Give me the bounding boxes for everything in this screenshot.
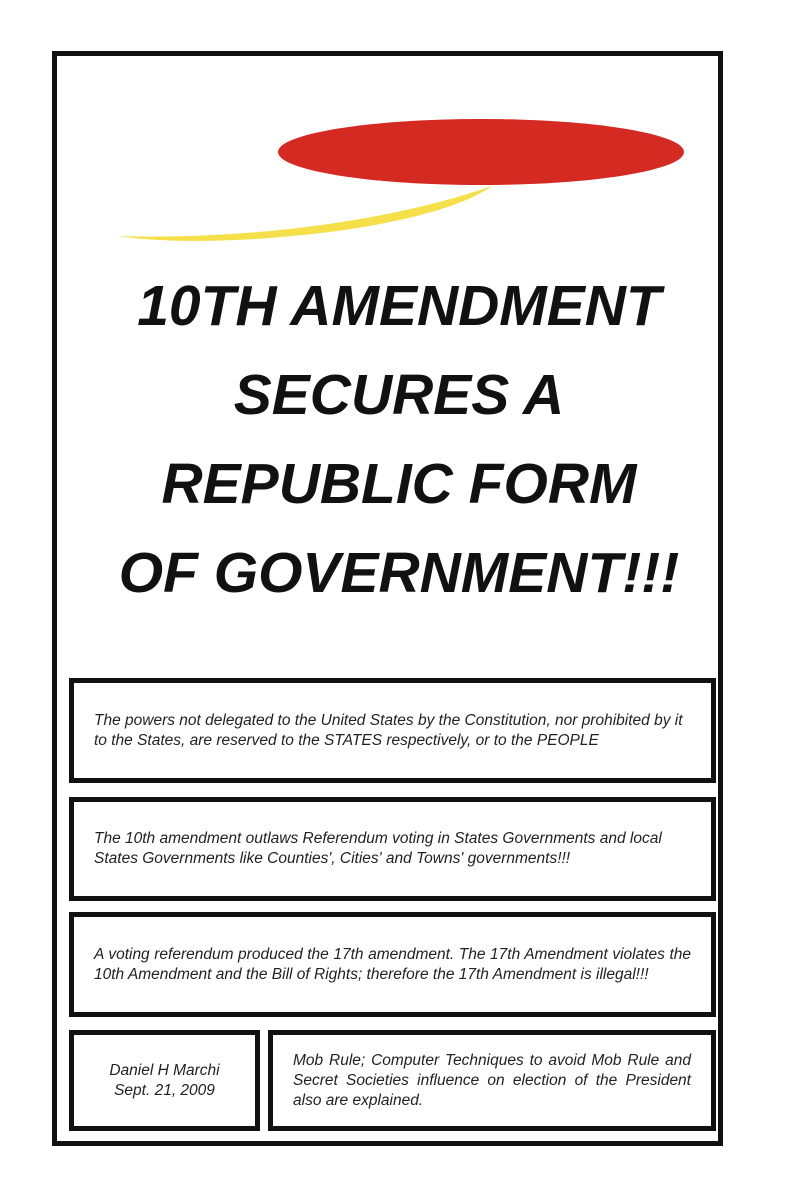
author-name: Daniel H Marchi — [109, 1061, 220, 1079]
title-line-3: REPUBLIC FORM — [161, 452, 637, 516]
referendum-text: The 10th amendment outlaws Referendum voting in States Governments and local States Governments like Counties', Cities' and Towns' governments!!! — [94, 830, 662, 867]
mob-rule-box — [268, 1030, 716, 1131]
publication-date: Sept. 21, 2009 — [114, 1081, 215, 1099]
mob-rule-text: Mob Rule; Computer Techniques to avoid Mob Rule and Secret Societies influence on election of the President also are explained. — [293, 1051, 691, 1109]
powers-quote-text: The powers not delegated to the United States by the Constitution, nor prohibited by it to the States, are reserved to the STATES respectively, or to the PEOPLE — [94, 711, 683, 749]
logo-graphic — [0, 0, 798, 260]
referendum-box — [69, 797, 716, 901]
seventeenth-amendment-box — [69, 912, 716, 1017]
yellow-swoosh — [118, 186, 492, 241]
powers-quote-box — [69, 678, 716, 783]
cover-title — [0, 262, 798, 618]
seventeenth-amendment-text: A voting referendum produced the 17th amendment. The 17th Amendment violates the 10th Amendment and the Bill of Rights; therefore the 17th Amendment is illegal!!! — [94, 945, 691, 983]
title-line-2: SECURES A — [233, 363, 565, 427]
title-line-1: 10TH AMENDMENT — [137, 274, 661, 338]
red-ellipse — [278, 119, 684, 185]
author-box — [69, 1030, 260, 1131]
title-line-4: OF GOVERNMENT!!! — [118, 541, 680, 605]
